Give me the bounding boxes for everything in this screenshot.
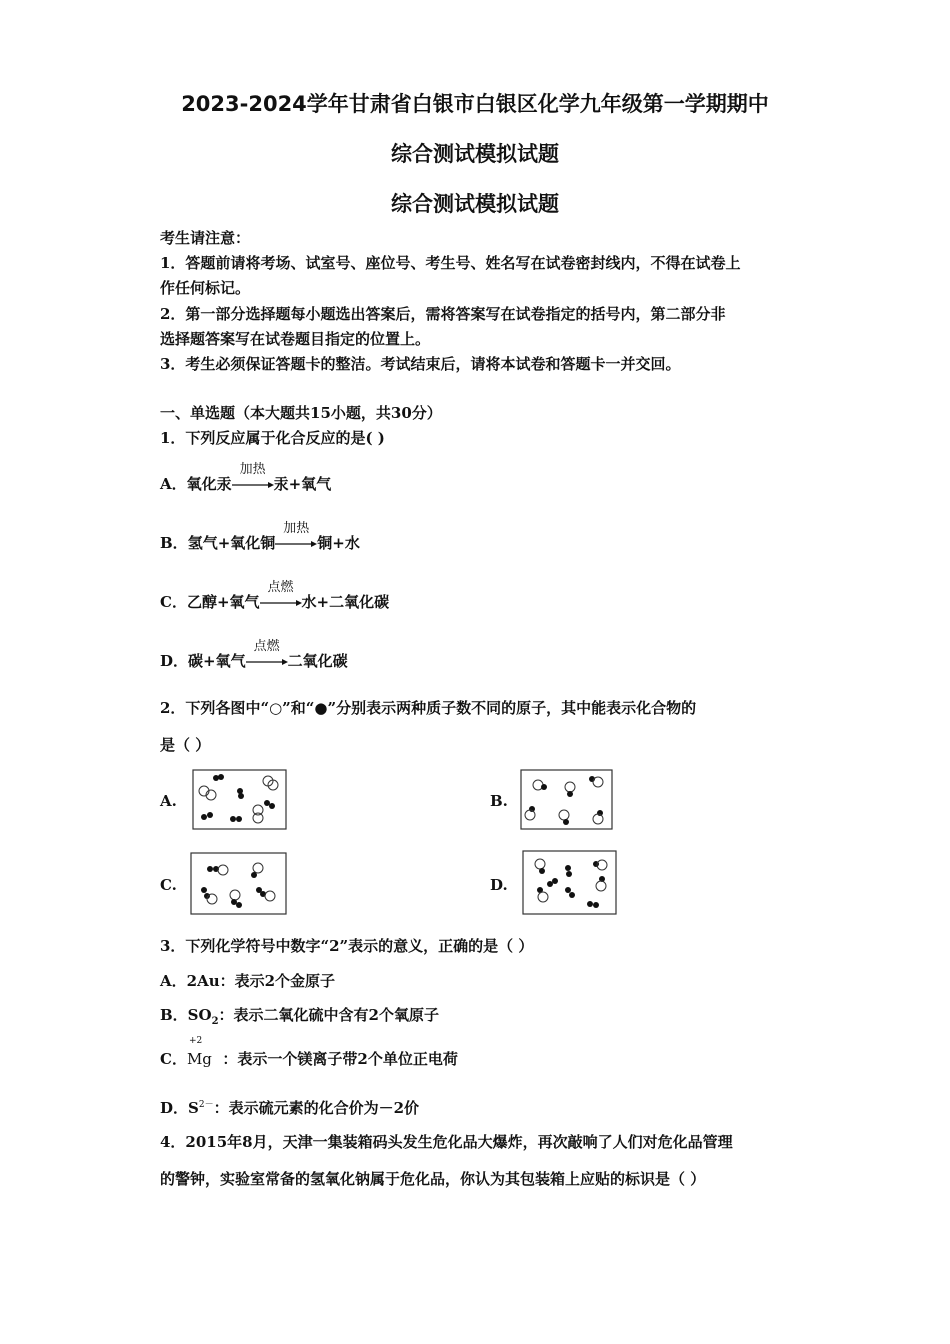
question-3-stem: 3．下列化学符号中数字“2”表示的意义，正确的是（ ） (160, 937, 534, 955)
q2-diagram-b (520, 769, 614, 831)
option-text: B．SO (160, 1006, 212, 1024)
products: 汞+氧气 (273, 475, 332, 493)
section-heading: 一、单选题（本大题共15小题，共30分） (160, 404, 442, 422)
products: 水+二氧化碳 (301, 593, 390, 611)
reactants: 碳+氧气 (188, 652, 246, 670)
q2-diagram-a (192, 769, 288, 831)
q1-option-c (160, 580, 390, 612)
notice-line: 2．第一部分选择题每小题选出答案后，需将答案写在试卷指定的括号内，第二部分非 (160, 305, 726, 323)
reaction-condition: 点燃 (267, 580, 294, 595)
q3-option-b (160, 1004, 439, 1027)
option-text: ：表示一个镁离子带2个单位正电荷 (222, 1050, 458, 1068)
reaction-arrow (232, 462, 274, 492)
oxidation-state: +2 (188, 1036, 203, 1046)
reaction-arrow (260, 580, 302, 610)
option-text: ：表示硫元素的化合价为－2价 (213, 1099, 420, 1117)
q2-option-c-label: C. (160, 876, 177, 894)
option-label: D．S (160, 1099, 199, 1117)
notice-line: 选择题答案写在试卷题目指定的位置上。 (160, 330, 431, 348)
arrow-icon (246, 657, 288, 667)
reactants: 乙醇+氧气 (186, 593, 260, 611)
q2-diagram-d (522, 850, 618, 916)
subscript: 2 (211, 1016, 219, 1027)
q2-option-a-label: A. (160, 792, 177, 810)
notice-line: 作任何标记。 (160, 279, 251, 297)
reactants: 氧化汞 (186, 475, 232, 493)
question-4-line2: 的警钟，实验室常备的氢氧化钠属于危化品，你认为其包装箱上应贴的标识是（ ） (160, 1170, 706, 1188)
notice-line: 3．考生必须保证答题卡的整洁。考试结束后，请将本试卷和答题卡一并交回。 (160, 355, 681, 373)
products: 二氧化碳 (287, 652, 348, 670)
q1-option-b (160, 521, 360, 553)
question-2-stem-line2: 是（ ） (160, 736, 211, 754)
q3-option-d (160, 1097, 419, 1118)
q1-option-a (160, 462, 332, 494)
arrow-icon (260, 598, 302, 608)
doc-title-line3: 综合测试模拟试题 (391, 192, 559, 216)
doc-title-line2: 综合测试模拟试题 (391, 142, 559, 166)
notice-line: 1．答题前请将考场、试室号、座位号、考生号、姓名写在试卷密封线内，不得在试卷上 (160, 254, 741, 272)
question-4-line1: 4．2015年8月，天津一集装箱码头发生危化品大爆炸，再次敲响了人们对危化品管理 (160, 1133, 733, 1151)
doc-title-line1: 2023-2024学年甘肃省白银市白银区化学九年级第一学期期中 (181, 92, 769, 116)
element-symbol: Mg (186, 1050, 212, 1068)
option-label: A． (160, 475, 187, 493)
superscript: 2－ (198, 1100, 214, 1110)
option-label: B． (160, 534, 188, 552)
q2-diagram-c (190, 852, 288, 916)
arrow-icon (232, 480, 274, 490)
notice-heading: 考生请注意： (160, 229, 251, 247)
mg-symbol (186, 1036, 212, 1068)
option-label: C． (160, 1050, 187, 1068)
q2-option-d-label: D. (490, 876, 508, 894)
reaction-condition: 加热 (239, 462, 266, 477)
question-2-stem-line1: 2．下列各图中“○”和“●”分别表示两种质子数不同的原子，其中能表示化合物的 (160, 699, 697, 717)
reaction-condition: 点燃 (253, 639, 280, 654)
q3-option-c (160, 1036, 458, 1069)
q3-option-a: A．2Au：表示2个金原子 (160, 972, 336, 990)
reaction-arrow (246, 639, 288, 669)
question-1-stem: 1．下列反应属于化合反应的是( ) (160, 429, 385, 447)
option-text: ：表示二氧化硫中含有2个氧原子 (218, 1006, 439, 1024)
q2-option-b-label: B. (490, 792, 508, 810)
arrow-icon (275, 539, 317, 549)
option-label: C． (160, 593, 187, 611)
reactants: 氢气+氧化铜 (187, 534, 276, 552)
q1-option-d (160, 639, 348, 671)
option-label: D． (160, 652, 189, 670)
reaction-condition: 加热 (283, 521, 310, 536)
products: 铜+水 (317, 534, 360, 552)
reaction-arrow (275, 521, 317, 551)
